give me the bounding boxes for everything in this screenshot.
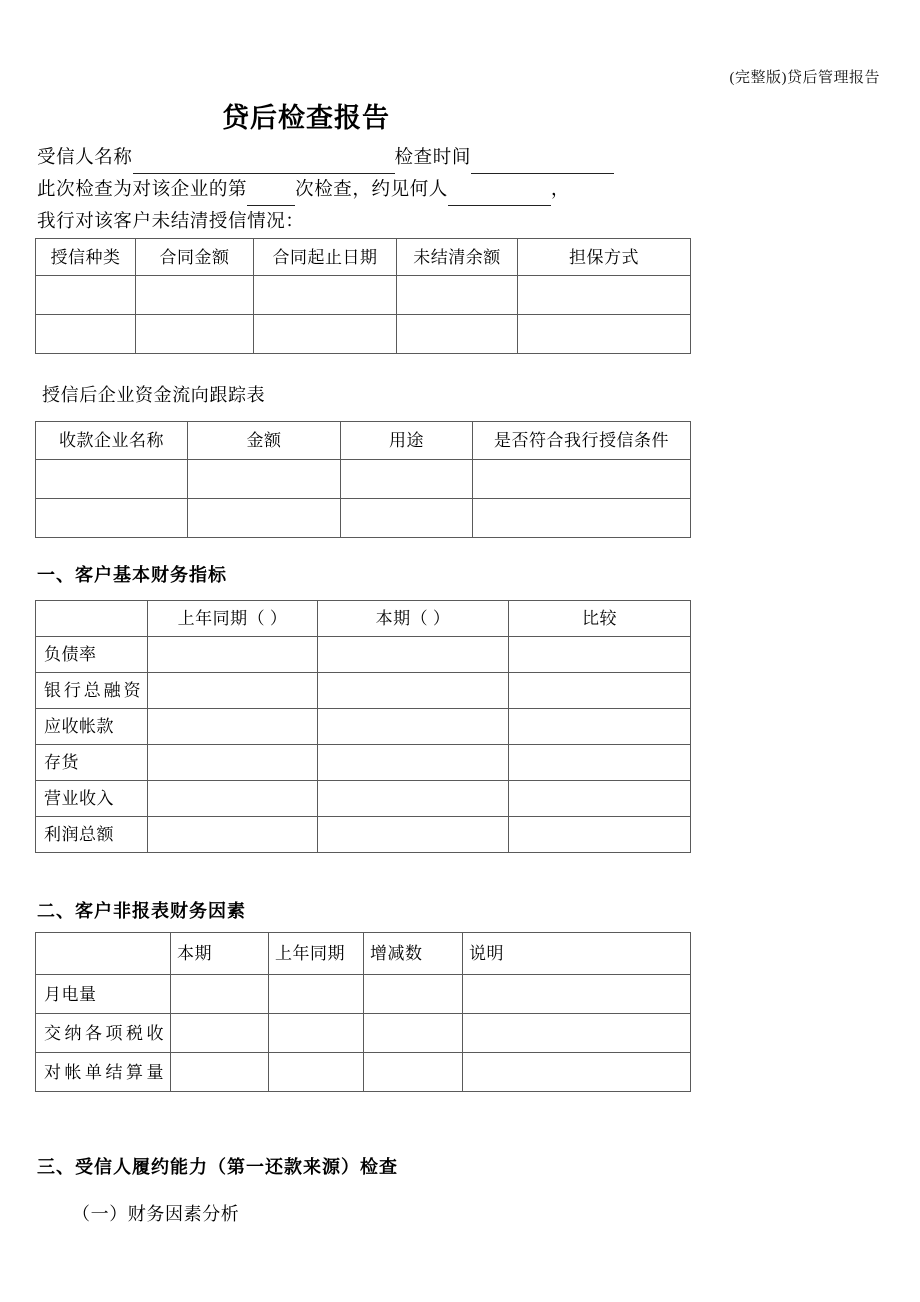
cell-monthly-electricity-remarks[interactable] (463, 975, 691, 1014)
table-row (36, 315, 691, 354)
inspection-time-label: 检查时间 (394, 148, 471, 168)
cell-contract-amount[interactable] (136, 276, 254, 315)
row-label-operating-revenue: 营业收入 (36, 781, 148, 817)
cell-inventory-last-year[interactable] (148, 745, 318, 781)
cell-accounts-receivable-comparison[interactable] (509, 709, 691, 745)
cell-contract-period[interactable] (254, 315, 397, 354)
borrower-name-input[interactable] (133, 152, 395, 174)
col-header-factor (36, 933, 171, 975)
outstanding-credit-table (35, 238, 691, 354)
col-header-same-period-last-year: 上年同期（ ） (148, 601, 318, 637)
cell-purpose[interactable] (341, 499, 473, 538)
section-heading-3: 三、受信人履约能力（第一还款来源）检查 (37, 1157, 398, 1177)
page-title: 贷后检查报告 (222, 103, 390, 133)
col-header-same-period-last-year: 上年同期 (269, 933, 364, 975)
row-label-debt-ratio: 负债率 (36, 637, 148, 673)
cell-statement-settlement-remarks[interactable] (463, 1053, 691, 1092)
fund-flow-subtitle: 授信后企业资金流向跟踪表 (42, 385, 266, 405)
cell-amount[interactable] (188, 460, 341, 499)
basic-financial-indicators-table (35, 600, 691, 853)
sub-heading-financial-factor-analysis: （一）财务因素分析 (72, 1204, 240, 1224)
row-label-statement-settlement-volume: 对帐单结算量 (36, 1053, 171, 1092)
table-row (36, 781, 691, 817)
table-header-row (36, 933, 691, 975)
row-label-monthly-electricity: 月电量 (36, 975, 171, 1014)
cell-taxes-paid-last-year[interactable] (269, 1014, 364, 1053)
col-header-guarantee-method: 担保方式 (518, 239, 691, 276)
cell-inventory-comparison[interactable] (509, 745, 691, 781)
table-row (36, 709, 691, 745)
cell-accounts-receivable-current[interactable] (318, 709, 509, 745)
cell-contract-period[interactable] (254, 276, 397, 315)
table-row (36, 637, 691, 673)
fund-flow-table (35, 421, 691, 538)
col-header-remarks: 说明 (463, 933, 691, 975)
cell-operating-revenue-comparison[interactable] (509, 781, 691, 817)
form-line-borrower (37, 142, 737, 174)
cell-monthly-electricity-current[interactable] (171, 975, 269, 1014)
table-row (36, 276, 691, 315)
cell-guarantee-method[interactable] (518, 315, 691, 354)
cell-debt-ratio-last-year[interactable] (148, 637, 318, 673)
col-header-change-amount: 增减数 (364, 933, 463, 975)
form-line-visit-count (37, 174, 737, 206)
met-person-input[interactable] (448, 184, 551, 206)
cell-monthly-electricity-change[interactable] (364, 975, 463, 1014)
cell-operating-revenue-current[interactable] (318, 781, 509, 817)
cell-debt-ratio-current[interactable] (318, 637, 509, 673)
col-header-current-period: 本期（ ） (318, 601, 509, 637)
cell-monthly-electricity-last-year[interactable] (269, 975, 364, 1014)
cell-debt-ratio-comparison[interactable] (509, 637, 691, 673)
row-label-taxes-paid: 交纳各项税收 (36, 1014, 171, 1053)
visit-count-label-middle: 次检查，约见何人 (295, 180, 448, 200)
cell-amount[interactable] (188, 499, 341, 538)
col-header-indicator (36, 601, 148, 637)
cell-meets-credit-conditions[interactable] (473, 460, 691, 499)
section-heading-1: 一、客户基本财务指标 (37, 565, 227, 585)
running-header: (完整版)贷后管理报告 (729, 70, 880, 86)
borrower-name-label: 受信人名称 (37, 148, 133, 168)
cell-credit-type[interactable] (36, 315, 136, 354)
row-label-accounts-receivable: 应收帐款 (36, 709, 148, 745)
cell-unsettled-balance[interactable] (397, 315, 518, 354)
cell-payee-company[interactable] (36, 499, 188, 538)
inspection-time-input[interactable] (471, 152, 614, 174)
table-header-row (36, 601, 691, 637)
row-label-inventory: 存货 (36, 745, 148, 781)
cell-total-profit-comparison[interactable] (509, 817, 691, 853)
col-header-meets-credit-conditions: 是否符合我行授信条件 (473, 422, 691, 460)
row-label-total-bank-financing: 银行总融资 (36, 673, 148, 709)
table-row (36, 499, 691, 538)
cell-meets-credit-conditions[interactable] (473, 499, 691, 538)
visit-count-label-prefix: 此次检查为对该企业的第 (37, 180, 248, 200)
table-row (36, 745, 691, 781)
col-header-contract-period: 合同起止日期 (254, 239, 397, 276)
form-fields-block (37, 142, 737, 238)
table-row (36, 1053, 691, 1092)
cell-guarantee-method[interactable] (518, 276, 691, 315)
table-row (36, 817, 691, 853)
form-line-outstanding-credit-intro: 我行对该客户未结清授信情况： (37, 212, 305, 232)
cell-inventory-current[interactable] (318, 745, 509, 781)
cell-taxes-paid-change[interactable] (364, 1014, 463, 1053)
col-header-purpose: 用途 (341, 422, 473, 460)
cell-unsettled-balance[interactable] (397, 276, 518, 315)
col-header-payee-company: 收款企业名称 (36, 422, 188, 460)
table-header-row (36, 422, 691, 460)
cell-purpose[interactable] (341, 460, 473, 499)
cell-contract-amount[interactable] (136, 315, 254, 354)
table-header-row (36, 239, 691, 276)
non-statement-factors-table (35, 932, 691, 1092)
cell-taxes-paid-remarks[interactable] (463, 1014, 691, 1053)
section-heading-2: 二、客户非报表财务因素 (37, 901, 246, 921)
cell-statement-settlement-current[interactable] (171, 1053, 269, 1092)
col-header-credit-type: 授信种类 (36, 239, 136, 276)
cell-statement-settlement-last-year[interactable] (269, 1053, 364, 1092)
cell-total-bank-financing-comparison[interactable] (509, 673, 691, 709)
cell-total-bank-financing-last-year[interactable] (148, 673, 318, 709)
col-header-unsettled-balance: 未结清余额 (397, 239, 518, 276)
table-row (36, 673, 691, 709)
cell-statement-settlement-change[interactable] (364, 1053, 463, 1092)
visit-count-label-suffix: ， (550, 180, 571, 200)
row-label-total-profit: 利润总额 (36, 817, 148, 853)
cell-accounts-receivable-last-year[interactable] (148, 709, 318, 745)
cell-payee-company[interactable] (36, 460, 188, 499)
col-header-contract-amount: 合同金额 (136, 239, 254, 276)
cell-credit-type[interactable] (36, 276, 136, 315)
table-row (36, 1014, 691, 1053)
visit-count-input[interactable] (247, 184, 295, 206)
cell-total-bank-financing-current[interactable] (318, 673, 509, 709)
cell-operating-revenue-last-year[interactable] (148, 781, 318, 817)
col-header-comparison: 比较 (509, 601, 691, 637)
table-row (36, 460, 691, 499)
col-header-current-period: 本期 (171, 933, 269, 975)
col-header-amount: 金额 (188, 422, 341, 460)
cell-total-profit-current[interactable] (318, 817, 509, 853)
table-row (36, 975, 691, 1014)
cell-total-profit-last-year[interactable] (148, 817, 318, 853)
cell-taxes-paid-current[interactable] (171, 1014, 269, 1053)
